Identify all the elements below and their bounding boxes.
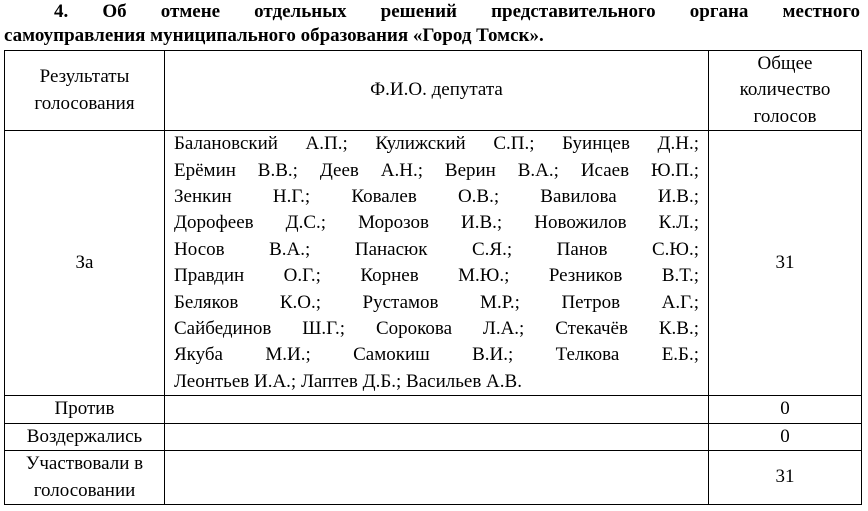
deputies-line: Дорофеев Д.С.; Морозов И.В.; Новожилов К.Л.; [174,212,699,234]
table-row-against [5,396,862,423]
deputies-line: Ерёмин В.В.; Деев А.Н.; Верин В.А.; Исаев Ю.П.; [174,159,699,181]
header-total: Общее количество голосов [709,51,862,131]
header-results: Результаты голосования [5,51,165,131]
deputies-line: Сайбединов Ш.Г.; Сорокова Л.А.; Стекачёв К.В.; [174,318,699,340]
deputies-line: Якуба М.И.; Самокиш В.И.; Телкова Е.Б.; [174,344,699,366]
row-label-participated: Участвовали в голосовании [5,451,165,505]
row-total-against: 0 [709,396,862,423]
deputies-line: Леонтьев И.А.; Лаптев Д.Б.; Васильев А.В. [174,370,522,392]
empty-names-cell [165,423,709,450]
empty-names-cell [165,396,709,423]
row-label-for: За [5,131,165,396]
deputies-line: Носов В.А.; Панасюк С.Я.; Панов С.Ю.; [174,238,699,260]
table-header-row [5,51,862,131]
deputies-line: Зенкин Н.Г.; Ковалев О.В.; Вавилова И.В.; [174,186,699,208]
row-label-against: Против [5,396,165,423]
deputies-line: Беляков К.О.; Рустамов М.Р.; Петров А.Г.; [174,291,699,313]
heading-line-1: 4. Об отмене отдельных решений представительного органа местного [54,1,860,22]
table-row-for [5,131,862,396]
deputies-line: Правдин О.Г.; Корнев М.Ю.; Резников В.Т.; [174,265,699,287]
deputies-names-cell [165,131,709,396]
voting-results-table [4,50,862,505]
row-total-for: 31 [709,131,862,396]
table-row-abstained [5,423,862,450]
table-row-participated [5,451,862,505]
deputies-line: Балановский А.П.; Кулижский С.П.; Буинцев Д.Н.; [174,133,699,155]
empty-names-cell [165,451,709,505]
section-heading [4,0,860,48]
row-total-participated: 31 [709,451,862,505]
heading-line-2: самоуправления муниципального образования «Город Томск». [4,25,544,46]
row-label-abstained: Воздержались [5,423,165,450]
header-fio: Ф.И.О. депутата [165,51,709,131]
row-total-abstained: 0 [709,423,862,450]
